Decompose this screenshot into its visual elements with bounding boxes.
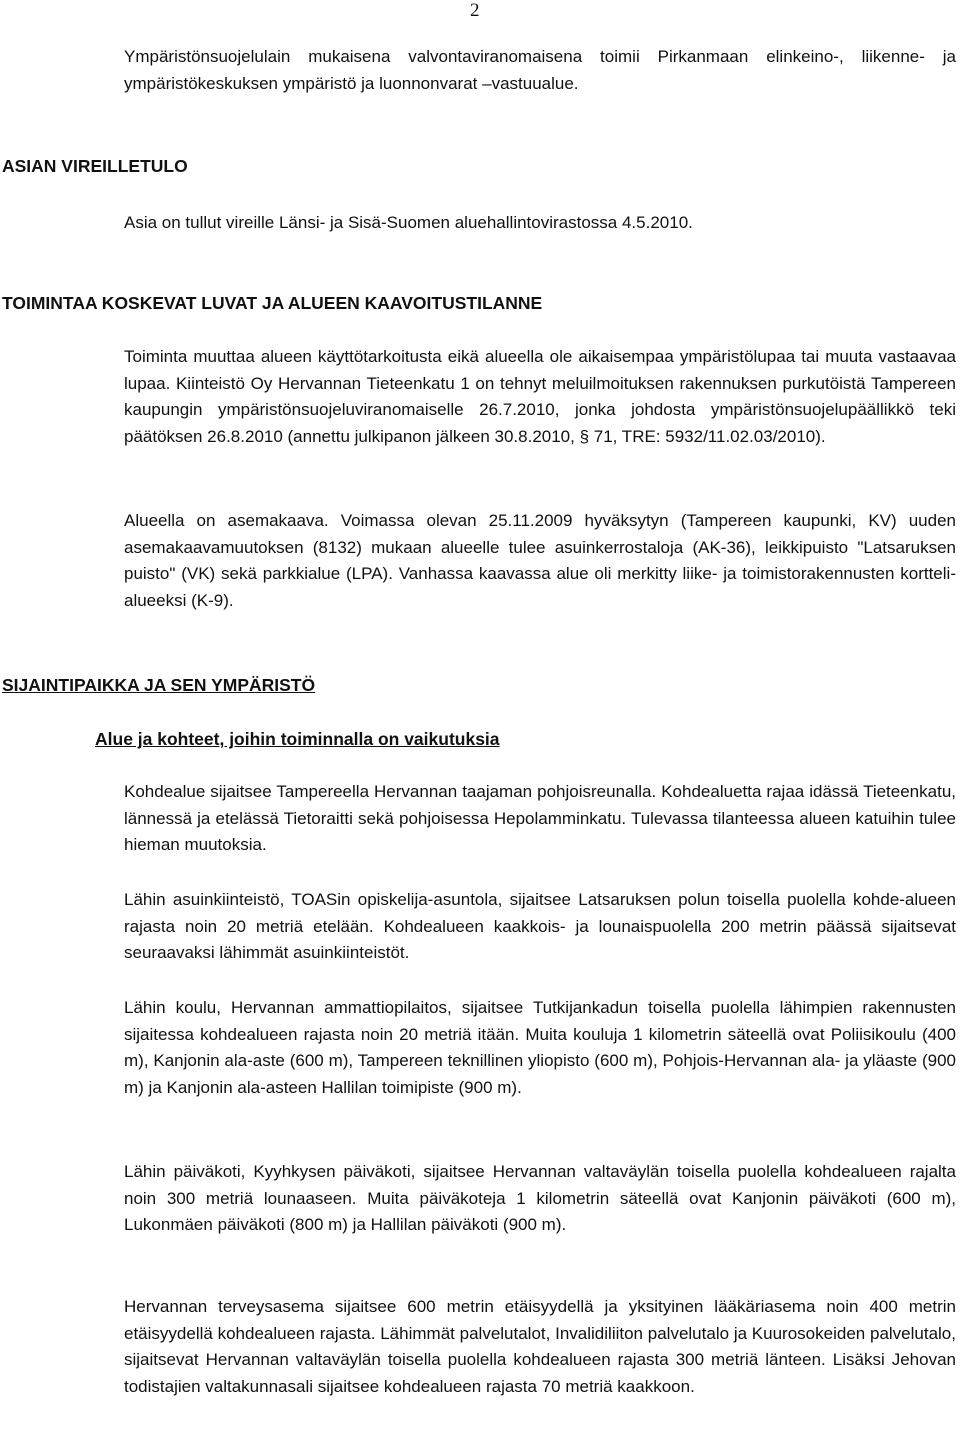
intro-paragraph: Ympäristönsuojelulain mukaisena valvontaviranomaisena toimii Pirkanmaan elinkeino-, liikenne- ja ympäristökeskuksen ympäristö ja luonnonvarat –vastuualue. <box>124 47 956 93</box>
sijainti-paragraph-4: Lähin päiväkoti, Kyyhkysen päiväkoti, sijaitsee Hervannan valtaväylän toisella puolella kohdealueen rajalta noin 300 metriä lounaaseen. Muita päiväkoteja 1 kilometrin säteellä ovat Kanjonin päiväkoti (600 m), Lukonmäen päiväkoti (800 m) ja Hallilan päiväkoti (900 m). <box>124 1162 956 1235</box>
vireilletulo-paragraph: Asia on tullut vireille Länsi- ja Sisä-Suomen aluehallintovirastossa 4.5.2010. <box>124 213 693 232</box>
subheading-vaikutukset: Alue ja kohteet, joihin toiminnalla on vaikutuksia <box>95 729 500 749</box>
luvat-paragraph-1: Toiminta muuttaa alueen käyttötarkoitusta eikä alueella ole aikaisempaa ympäristölupaa tai muuta vastaavaa lupaa. Kiinteistö Oy Hervannan Tieteenkatu 1 on tehnyt meluilmoituksen rakennuksen purkutöistä Tampereen kaupungin ympäristönsuojeluviranomaiselle 26.7.2010, jonka johdosta ympäristönsuojelupäällikkö teki päätöksen 26.8.2010 (annettu julkipanon jälkeen 30.8.2010, § 71, TRE: 5932/11.02.03/2010). <box>124 347 956 446</box>
page-number: 2 <box>470 0 480 21</box>
sijainti-paragraph-3: Lähin koulu, Hervannan ammattiopilaitos, sijaitsee Tutkijankadun toisella puolella lähimpien rakennusten sijaitessa kohdealueen rajasta noin 20 metriä itään. Muita kouluja 1 kilometrin säteellä ovat Poliisikoulu (400 m), Kanjonin ala-aste (600 m), Tampereen teknillinen yliopisto (600 m), Pohjois-Hervannan ala- ja yläaste (900 m) ja Kanjonin ala-asteen Hallilan toimipiste (900 m). <box>124 998 956 1097</box>
section-heading-vireilletulo: ASIAN VIREILLETULO <box>2 156 188 176</box>
sijainti-paragraph-1: Kohdealue sijaitsee Tampereella Hervannan taajaman pohjoisreunalla. Kohdealuetta rajaa idässä Tieteenkatu, lännessä ja etelässä Tietoraitti sekä pohjoisessa Hepolamminkatu. Tulevassa tilanteessa alueen katuihin tulee hieman muutoksia. <box>124 782 956 855</box>
luvat-paragraph-2: Alueella on asemakaava. Voimassa olevan 25.11.2009 hyväksytyn (Tampereen kaupunki, KV) uuden asemakaavamuutoksen (8132) mukaan alueelle tulee asuinkerrostaloja (AK-36), leikkipuisto "Latsaruksen puisto" (VK) sekä parkkialue (LPA). Vanhassa kaavassa alue oli merkitty liike- ja toimistorakennusten korttelialueeksi (K-9). <box>124 511 956 610</box>
sijainti-paragraph-5: Hervannan terveysasema sijaitsee 600 metrin etäisyydellä ja yksityinen lääkäriasema noin 400 metrin etäisyydellä kohdealueen rajasta. Lähimmät palvelutalot, Invalidiliiton palvelutalo ja Kuurosokeiden palvelutalo, sijaitsevat Hervannan valtaväylän toisella puolella kohdealueen rajasta 300 metriä länteen. Lisäksi Jehovan todistajien valtakunnasali sijaitsee kohdealueen rajasta 70 metriä kaakkoon. <box>124 1297 956 1396</box>
section-heading-sijainti: SIJAINTIPAIKKA JA SEN YMPÄRISTÖ <box>2 675 316 695</box>
sijainti-paragraph-2: Lähin asuinkiinteistö, TOASin opiskelija-asuntola, sijaitsee Latsaruksen polun toisella puolella kohde-alueen rajasta noin 20 metriä etelään. Kohdealueen kaakkois- ja lounaispuolella 200 metrin päässä sijaitsevat seuraavaksi lähimmät asuinkiinteistöt. <box>124 890 956 963</box>
section-heading-luvat: TOIMINTAA KOSKEVAT LUVAT JA ALUEEN KAAVOITUSTILANNE <box>2 293 543 313</box>
